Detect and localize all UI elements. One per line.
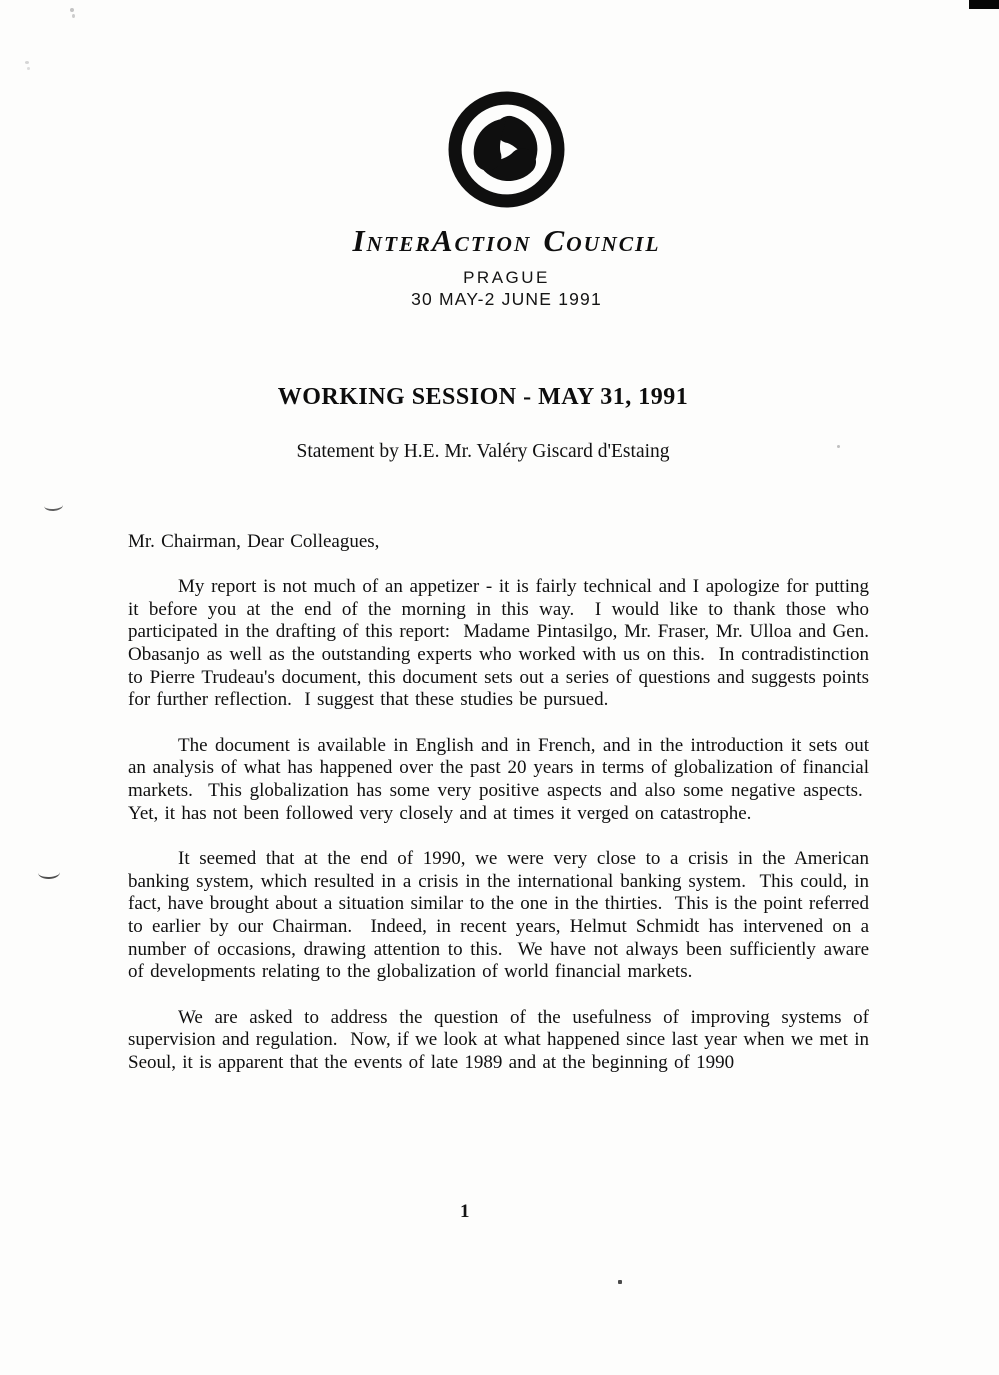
document-subtitle: Statement by H.E. Mr. Valéry Giscard d'Estaing [296,441,670,462]
paragraph-3: It seemed that at the end of 1990, we were very close to a crisis in the American banking system, which resulted in a crisis in the international banking system. This could, in fact, have brought about a situation similar to the one in the thirties. This is the point referred to earlier by our Chairman. Indeed, in recent years, Helmut Schmidt has intervened on a number of occasions, drawing attention to this. We have not always been sufficiently aware of developments relating to the globalization of world financial markets. [128,848,869,983]
org-name-part: OUNCIL [566,232,661,256]
paragraph-4: We are asked to address the question of the usefulness of improving systems of supervision and regulation. Now, if we look at what happened since last year when we met in Seoul, it is apparent that the events of late 1989 and at the beginning of 1990 [128,1006,869,1073]
paragraph-1: My report is not much of an appetizer - it is fairly technical and I apologize for putting it before you at the end of the morning in this way. I would like to thank those who participated in the drafting of this report: Madame Pintasilgo, Mr. Fraser, Mr. Ulloa and Gen. Obasanjo as well as the outstanding experts who worked with us on this. In contradistinction to Pierre Trudeau's document, this document sets out a series of questions and suggests points for further reflection. I suggest that these studies be pursued. [128,576,869,711]
meeting-dates: 30 MAY-2 JUNE 1991 [411,289,602,309]
scan-corner-bar-artifact [969,0,999,9]
org-name-part: CTION [454,232,532,256]
org-name [7,223,999,259]
salutation: Mr. Chairman, Dear Colleagues, [128,531,380,552]
scan-speck [72,14,75,18]
meeting-location: PRAGUE [463,268,550,287]
scan-speck [27,67,30,70]
page-number: 1 [460,1201,470,1222]
paragraph-2: The document is available in English and in French, and in the introduction it sets out an analysis of what has happened over the past 20 years in terms of globalization of financial markets. This globalization has some very positive aspects and also some negative aspects. Yet, it has not been followed very closely and at times it verged on catastrophe. [128,734,869,824]
margin-pen-stroke [38,866,60,880]
scan-speck [25,61,29,64]
document-title: WORKING SESSION - MAY 31, 1991 [277,384,689,410]
margin-pen-stroke [44,499,64,511]
scan-speck [70,8,74,12]
org-name-initial: I [352,223,367,258]
document-body [128,531,869,1097]
scan-speck [618,1280,622,1284]
org-name-initial: A [431,223,455,258]
interaction-council-emblem-icon [448,91,565,208]
org-name-part: NTER [366,232,432,256]
letterhead [7,91,999,310]
org-name-initial: C [543,223,567,258]
